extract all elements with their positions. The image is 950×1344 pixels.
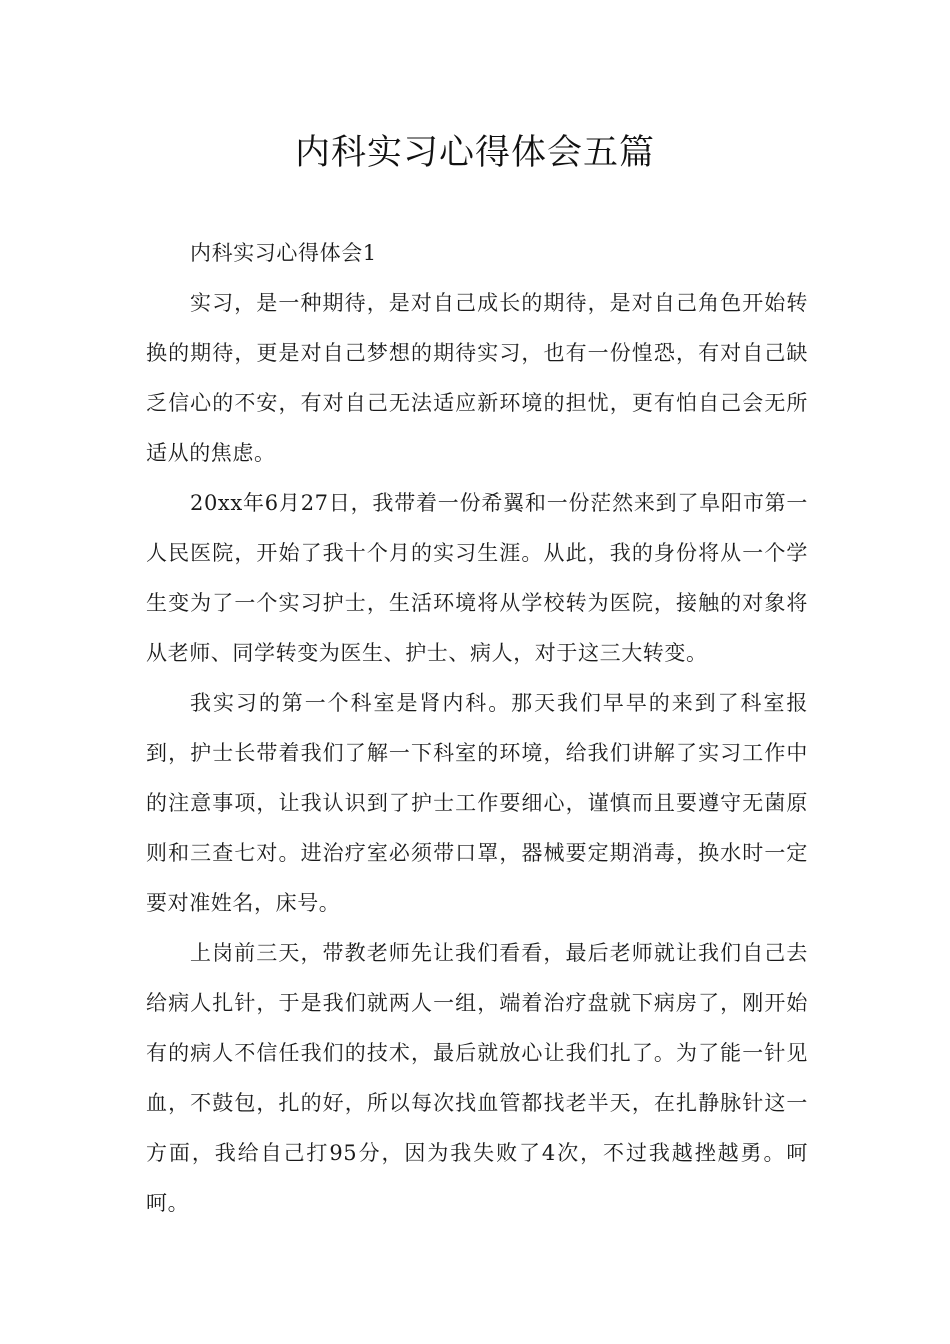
paragraph-4: 上岗前三天，带教老师先让我们看看，最后老师就让我们自己去给病人扎针，于是我们就两人一组，端着治疗盘就下病房了，刚开始有的病人不信任我们的技术，最后就放心让我们扎了。为了能一针见血，不鼓包，扎的好，所以每次找血管都找老半天，在扎静脉针这一方面，我给自己打95分，因为我失败了4次，不过我越挫越勇。呵呵。 bbox=[146, 941, 808, 1215]
paragraph-2: 20xx年6月27日，我带着一份希翼和一份茫然来到了阜阳市第一人民医院，开始了我十个月的实习生涯。从此，我的身份将从一个学生变为了一个实习护士，生活环境将从学校转为医院，接触的对象将从老师、同学转变为医生、护士、病人，对于这三大转变。 bbox=[146, 491, 808, 665]
document-body bbox=[146, 228, 808, 1228]
document-title: 内科实习心得体会五篇 bbox=[294, 133, 655, 173]
section-subheading: 内科实习心得体会1 bbox=[190, 241, 377, 265]
paragraph-1: 实习，是一种期待，是对自己成长的期待，是对自己角色开始转换的期待，更是对自己梦想的期待实习，也有一份惶恐，有对自己缺乏信心的不安，有对自己无法适应新环境的担忧，更有怕自己会无所适从的焦虑。 bbox=[146, 291, 808, 465]
paragraph-3: 我实习的第一个科室是肾内科。那天我们早早的来到了科室报到，护士长带着我们了解一下科室的环境，给我们讲解了实习工作中的注意事项，让我认识到了护士工作要细心，谨慎而且要遵守无菌原则和三查七对。进治疗室必须带口罩，器械要定期消毒，换水时一定要对准姓名，床号。 bbox=[146, 691, 808, 915]
